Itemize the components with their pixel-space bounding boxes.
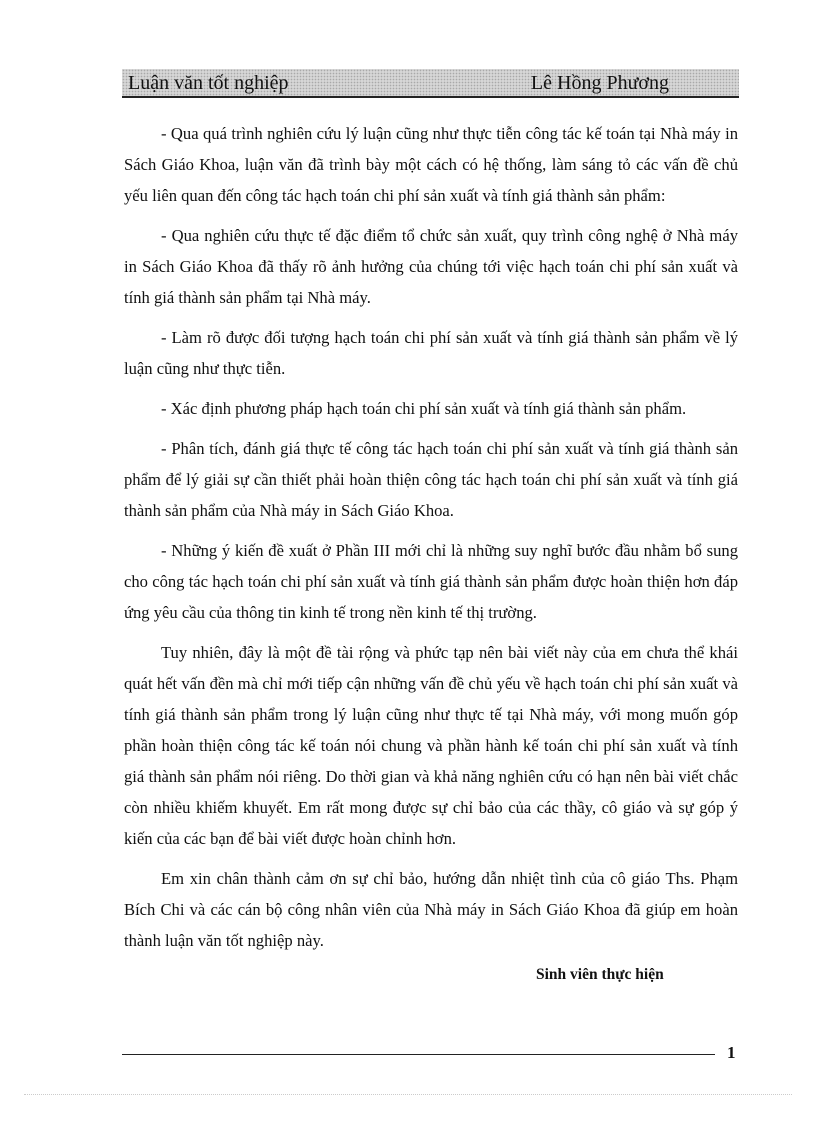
- page-header: [122, 69, 739, 98]
- document-body: [124, 118, 738, 965]
- footer-divider: [122, 1054, 715, 1055]
- paragraph: - Qua quá trình nghiên cứu lý luận cũng như thực tiễn công tác kế toán tại Nhà máy in Sách Giáo Khoa, luận văn đã trình bày một cách có hệ thống, làm sáng tỏ các vấn đề chủ yếu liên quan đến công tác hạch toán chi phí sản xuất và tính giá thành sản phẩm:: [124, 124, 738, 205]
- header-title: Luận văn tốt nghiệp: [128, 72, 289, 94]
- paragraph: - Những ý kiến đề xuất ở Phần III mới chỉ là những suy nghĩ bước đầu nhằm bổ sung cho công tác hạch toán chi phí sản xuất và tính giá thành sản phẩm được hoàn thiện hơn đáp ứng yêu cầu của thông tin kinh tế trong nền kinh tế thị trường.: [124, 541, 738, 622]
- page-break-divider: [24, 1094, 792, 1095]
- paragraph: - Làm rõ được đối tượng hạch toán chi phí sản xuất và tính giá thành sản phẩm về lý luận cũng như thực tiễn.: [124, 328, 738, 378]
- signature-label: Sinh viên thực hiện: [536, 966, 664, 983]
- page-number: 1: [727, 1043, 736, 1062]
- paragraph: Em xin chân thành cảm ơn sự chỉ bảo, hướng dẫn nhiệt tình của cô giáo Ths. Phạm Bích Chi và các cán bộ công nhân viên của Nhà máy in Sách Giáo Khoa đã giúp em hoàn thành luận văn tốt nghiệp này.: [124, 869, 738, 950]
- header-author: Lê Hồng Phương: [530, 72, 669, 94]
- paragraph: - Phân tích, đánh giá thực tế công tác hạch toán chi phí sản xuất và tính giá thành sản phẩm để lý giải sự cần thiết phải hoàn thiện công tác hạch toán chi phí sản xuất và tính giá thành sản phẩm của Nhà máy in Sách Giáo Khoa.: [124, 439, 738, 520]
- paragraph: Tuy nhiên, đây là một đề tài rộng và phức tạp nên bài viết này của em chưa thể khái quát hết vấn đền mà chỉ mới tiếp cận những vấn đề chủ yếu về hạch toán chi phí sản xuất và tính giá thành sản phẩm trong lý luận cũng như thực tế tại Nhà máy, với mong muốn góp phần hoàn thiện công tác kế toán nói chung và phần hành kế toán chi phí sản xuất và tính giá thành sản phẩm nói riêng. Do thời gian và khả năng nghiên cứu có hạn nên bài viết chắc còn nhiều khiếm khuyết. Em rất mong được sự chỉ bảo của các thầy, cô giáo và sự góp ý kiến của các bạn để bài viết được hoàn chỉnh hơn.: [124, 643, 738, 848]
- paragraph: - Xác định phương pháp hạch toán chi phí sản xuất và tính giá thành sản phẩm.: [161, 399, 687, 418]
- paragraph: - Qua nghiên cứu thực tế đặc điểm tổ chức sản xuất, quy trình công nghệ ở Nhà máy in Sách Giáo Khoa đã thấy rõ ảnh hưởng của chúng tới việc hạch toán chi phí sản xuất và tính giá thành sản phẩm tại Nhà máy.: [124, 226, 738, 307]
